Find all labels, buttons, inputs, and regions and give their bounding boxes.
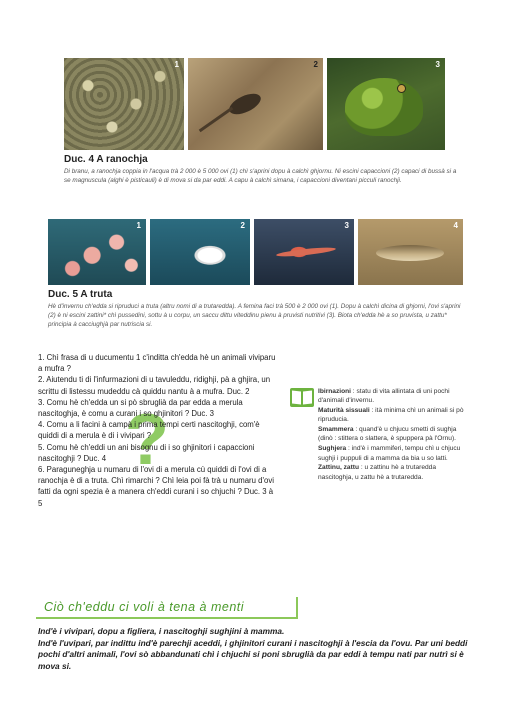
glossary-definition: : ità minima chì un animali si pò ripruducia. <box>318 407 464 424</box>
glossary-term: Zattinu, zattu <box>318 464 360 472</box>
question-item: 5. Comu hè ch'eddi un ani bisognu di i so ghjinitori i capaccioni nascitoghji ? Duc. 4 <box>38 442 255 463</box>
question-item: 6. Paraguneghja u numaru di l'ovi di a merula cù quiddi di l'ovi di a ranochja è di a truta. Chì rimarchi ? Chì leia poi fà trà u numaru d'ovi fatti da ogni spezia è a manera ch'eddi curani i so chjuchi ? Duc. 3 à 5 <box>38 465 274 508</box>
remember-summary <box>38 626 478 672</box>
glossary-term: Maturità sissuali <box>318 407 370 415</box>
photo-number: 2 <box>313 60 318 69</box>
doc5-caption: Hè d'invernu ch'edda si ripruduci a truta (altru nomi di a trutaredda). A femina faci trà 500 è 2 000 ovi (1). Dopu à calchì dicina di ghjorni, l'ovi s'aprini (2) è ni escini zattini* chì pussedini, sottu à u corpu, un saccu dittu viteddinu pienu à pruvisti nutritivi (3). Biota ch'edda hè a so pruvista, u zattu* principia à cacciughjà par nutriscia si. <box>48 303 461 328</box>
glossary-entry <box>318 444 470 463</box>
trout-eggs-photo <box>48 219 146 285</box>
remember-title: Ciò ch'eddu ci voli à tena à menti <box>44 600 245 614</box>
open-book-icon <box>290 388 314 407</box>
question-item: 2. Aiutendu ti di l'infurmazioni di u tavuleddu, ridighji, pà a ghjira, un scrittu di listessu mudeddu cà quiddu nantu à a mufra. Duc. 2 <box>38 375 271 396</box>
hatching-egg-photo <box>150 219 250 285</box>
alevin-shape <box>276 246 336 258</box>
question-item: 3. Comu hè ch'edda un si pò sbruglià da par edda a merula nascitoghja, è comu a curani i so ghjinitori ? Duc. 3 <box>38 397 243 419</box>
photo-number: 1 <box>174 60 179 69</box>
book-page-right <box>303 391 312 405</box>
questions-list <box>38 352 278 509</box>
alevin-photo <box>254 219 354 285</box>
glossary-term: Smammera <box>318 426 354 434</box>
glossary-term: Sughjera <box>318 445 347 453</box>
doc5-title: Duc. 5 A truta <box>48 289 113 300</box>
glossary-definition: : statu di vita allintata di uni pochi d'animali d'invernu. <box>318 388 450 405</box>
glossary-term: Ibirnazioni <box>318 388 351 395</box>
summary-line: Ind'è l'uvipari, par indittu ind'è parechji aceddi, i ghjinitori curani i nascitoghji à l'escia da l'ovu. Par uni beddi pochi d'altri animali, l'ovi sò abbandunati chì i chjuchi si poni sbruglià da par eddi à tempu nati par nutrì si è mova si. <box>38 637 468 671</box>
frog-eggs-photo <box>64 58 184 150</box>
glossary-definition: : ind'è i mammiferi, tempu chì u chjucu sughji i puppuli di a mamma da bia u so latti. <box>318 445 461 462</box>
question-item: 1. Chì frasa di u ducumentu 1 c'inditta ch'edda hè un animali viviparu a mufra ? <box>38 353 276 374</box>
photo-number: 1 <box>136 221 141 230</box>
summary-line: Ind'è i vivipari, dopu a figliera, i nascitoghji sughjini à mamma. <box>38 626 285 636</box>
adult-frog-photo <box>327 58 445 150</box>
glossary-entry <box>318 406 470 425</box>
tadpole-shape <box>226 90 264 119</box>
tadpole-tail-shape <box>199 107 233 132</box>
photo-number: 3 <box>344 221 349 230</box>
photo-number: 2 <box>240 221 245 230</box>
tadpole-photo <box>188 58 323 150</box>
doc4-caption: Di branu, a ranochja coppia in l'acqua trà 2 000 è 5 000 ovi (1) chì s'aprini dopu à calchì ghjornu. Ni escini capaccioni (2) capaci di bussà si a se magnuscula (alghi è pisticauli) è di mova si da par eddi. A capu à calchì simana, i capaccioni diventani picculi ranochji. <box>64 168 457 184</box>
remember-banner <box>36 597 298 619</box>
frog-eye-shape <box>397 84 406 93</box>
frog-shape <box>345 78 423 136</box>
photo-number: 4 <box>453 221 458 230</box>
glossary-entry <box>318 463 470 482</box>
doc4-title: Duc. 4 A ranochja <box>64 154 148 165</box>
young-trout-photo <box>358 219 463 285</box>
glossary-definition: : quand'è u chjucu smetti di sughja (dinò : stittera o slattera, è spuppera pà l'Ornu). <box>318 426 457 443</box>
glossary-definition: : u zattinu hè a trutaredda nascitoghja, u zattu hè a trutaredda. <box>318 464 437 481</box>
question-mark-graphic: ? <box>125 400 169 480</box>
photo-number: 3 <box>435 60 440 69</box>
glossary-entry <box>318 425 470 444</box>
question-item: 4. Comu a li facini à campà i prima tempi certi nascitoghji, com'è quiddi di a merula è di i vivipari ? <box>38 420 260 441</box>
trout-shape <box>376 245 444 261</box>
glossary <box>318 387 470 482</box>
book-page-left <box>292 391 301 405</box>
glossary-entry <box>318 387 470 406</box>
